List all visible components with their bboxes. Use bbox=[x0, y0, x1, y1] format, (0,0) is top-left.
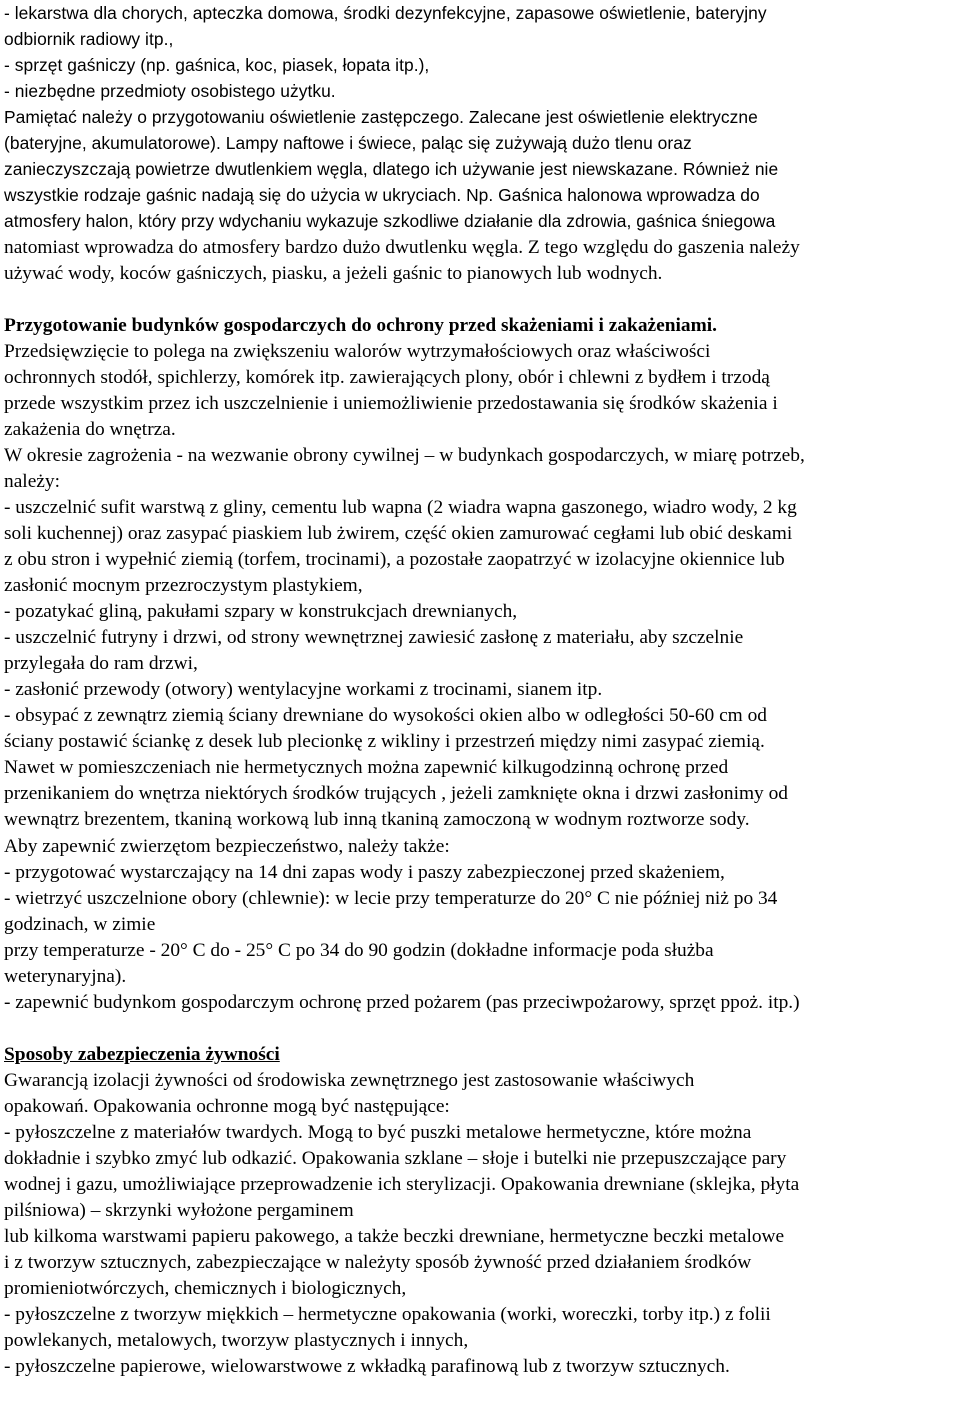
text-line: - niezbędne przedmioty osobistego użytku. bbox=[4, 81, 336, 101]
text-line: W okresie zagrożenia - na wezwanie obrony cywilnej – w budynkach gospodarczych, w miarę potrzeb, bbox=[4, 445, 805, 466]
section-heading: Sposoby zabezpieczenia żywności bbox=[4, 1044, 280, 1065]
text-line: zakażenia do wnętrza. bbox=[4, 419, 176, 440]
text-line: należy: bbox=[4, 471, 60, 492]
text-line: Pamiętać należy o przygotowaniu oświetlenie zastępczego. Zalecane jest oświetlenie elektryczne bbox=[4, 107, 758, 127]
text-line: Aby zapewnić zwierzętom bezpieczeństwo, należy także: bbox=[4, 836, 450, 857]
text-line: lub kilkoma warstwami papieru pakowego, a także beczki drewniane, hermetyczne beczki metalowe bbox=[4, 1226, 785, 1247]
text-line: używać wody, koców gaśniczych, piasku, a jeżeli gaśnic to pianowych lub wodnych. bbox=[4, 263, 663, 284]
text-line: - przygotować wystarczający na 14 dni zapas wody i paszy zabezpieczonej przed skażeniem, bbox=[4, 862, 725, 883]
text-line: wewnątrz brezentem, tkaniną workową lub inną tkaniną zamoczoną w wodnym roztworze sody. bbox=[4, 809, 750, 830]
text-line: - pyłoszczelne z materiałów twardych. Mogą to być puszki metalowe hermetyczne, które można bbox=[4, 1122, 752, 1143]
text-line: pilśniowa) – skrzynki wyłożone pergaminem bbox=[4, 1200, 354, 1221]
text-line: - zasłonić przewody (otwory) wentylacyjne workami z trocinami, sianem itp. bbox=[4, 679, 603, 700]
text-line: - pyłoszczelne papierowe, wielowarstwowe z wkładką parafinową lub z tworzyw sztucznych. bbox=[4, 1356, 730, 1377]
text-line: wodnej i gazu, umożliwiające przeprowadzenie ich sterylizacji. Opakowania drewniane (sklejka, płyta bbox=[4, 1174, 800, 1195]
text-line: soli kuchennej) oraz zasypać piaskiem lub żwirem, część okien zamurować cegłami lub obić deskami bbox=[4, 523, 793, 544]
text-line: Gwarancją izolacji żywności od środowiska zewnętrznego jest zastosowanie właściwych bbox=[4, 1070, 695, 1091]
text-line: - lekarstwa dla chorych, apteczka domowa, środki dezynfekcyjne, zapasowe oświetlenie, bateryjny bbox=[4, 3, 767, 23]
text-line: - wietrzyć uszczelnione obory (chlewnie): w lecie przy temperaturze do 20° C nie później niż po 34 bbox=[4, 888, 778, 909]
section-heading: Przygotowanie budynków gospodarczych do ochrony przed skażeniami i zakażeniami. bbox=[4, 315, 717, 336]
text-line: dokładnie i szybko zmyć lub odkazić. Opakowania szklane – słoje i butelki nie przepuszczające pary bbox=[4, 1148, 787, 1169]
text-line: opakowań. Opakowania ochronne mogą być następujące: bbox=[4, 1096, 450, 1117]
text-line: natomiast wprowadza do atmosfery bardzo dużo dwutlenku węgla. Z tego względu do gaszenia należy bbox=[4, 237, 800, 258]
text-line: ochronnych stodół, spichlerzy, komórek itp. zawierających plony, obór i chlewni z bydłem i trzodą bbox=[4, 367, 770, 388]
text-line: - uszczelnić sufit warstwą z gliny, cementu lub wapna (2 wiadra wapna gaszonego, wiadro wody, 2 kg bbox=[4, 497, 797, 518]
text-line: - obsypać z zewnątrz ziemią ściany drewniane do wysokości okien albo w odległości 50-60 cm od bbox=[4, 705, 768, 726]
text-line: ściany postawić ściankę z desek lub plecionkę z wikliny i przestrzeń między nimi zasypać ziemią. bbox=[4, 731, 765, 752]
text-line: odbiornik radiowy itp., bbox=[4, 29, 174, 49]
text-line: - uszczelnić futryny i drzwi, od strony wewnętrznej zawiesić zasłonę z materiału, aby szczelnie bbox=[4, 627, 744, 648]
text-line: Nawet w pomieszczeniach nie hermetycznych można zapewnić kilkugodzinną ochronę przed bbox=[4, 757, 729, 778]
text-line: (bateryjne, akumulatorowe). Lampy naftowe i świece, paląc się zużywają dużo tlenu oraz bbox=[4, 133, 692, 153]
text-line: promieniotwórczych, chemicznych i biologicznych, bbox=[4, 1278, 407, 1299]
text-line: - sprzęt gaśniczy (np. gaśnica, koc, piasek, łopata itp.), bbox=[4, 55, 430, 75]
text-line: przede wszystkim przez ich uszczelnienie i uniemożliwienie przedostawania się środków skażenia i bbox=[4, 393, 778, 414]
text-line: przenikaniem do wnętrza niektórych środków trujących , jeżeli zamknięte okna i drzwi zasłonimy od bbox=[4, 783, 788, 804]
text-line: przylegała do ram drzwi, bbox=[4, 653, 198, 674]
text-line: z obu stron i wypełnić ziemią (torfem, trocinami), a pozostałe zaopatrzyć w izolacyjne okiennice lub bbox=[4, 549, 785, 570]
text-line: godzinach, w zimie bbox=[4, 914, 156, 935]
text-line: wszystkie rodzaje gaśnic nadają się do użycia w ukryciach. Np. Gaśnica halonowa wprowadza do bbox=[4, 185, 760, 205]
text-line: powlekanych, metalowych, tworzyw plastycznych i innych, bbox=[4, 1330, 469, 1351]
text-line: weterynaryjna). bbox=[4, 966, 127, 987]
text-line: - zapewnić budynkom gospodarczym ochronę przed pożarem (pas przeciwpożarowy, sprzęt ppoż. itp.) bbox=[4, 992, 800, 1013]
text-line: zasłonić mocnym przezroczystym plastykiem, bbox=[4, 575, 363, 596]
text-line: - pozatykać gliną, pakułami szpary w konstrukcjach drewnianych, bbox=[4, 601, 518, 622]
text-line: zanieczyszczają powietrze dwutlenkiem węgla, dlatego ich używanie jest niewskazane. Również nie bbox=[4, 159, 779, 179]
text-line: atmosfery halon, który przy wdychaniu wykazuje szkodliwe działanie dla zdrowia, gaśnica śniegowa bbox=[4, 211, 776, 231]
text-line: - pyłoszczelne z tworzyw miękkich – hermetyczne opakowania (worki, woreczki, torby itp.) z folii bbox=[4, 1304, 771, 1325]
text-line: i z tworzyw sztucznych, zabezpieczające w należyty sposób żywność przed działaniem środków bbox=[4, 1252, 752, 1273]
text-line: Przedsięwzięcie to polega na zwiększeniu walorów wytrzymałościowych oraz właściwości bbox=[4, 341, 711, 362]
text-line: przy temperaturze - 20° C do - 25° C po 34 do 90 godzin (dokładne informacje poda służba bbox=[4, 940, 714, 961]
